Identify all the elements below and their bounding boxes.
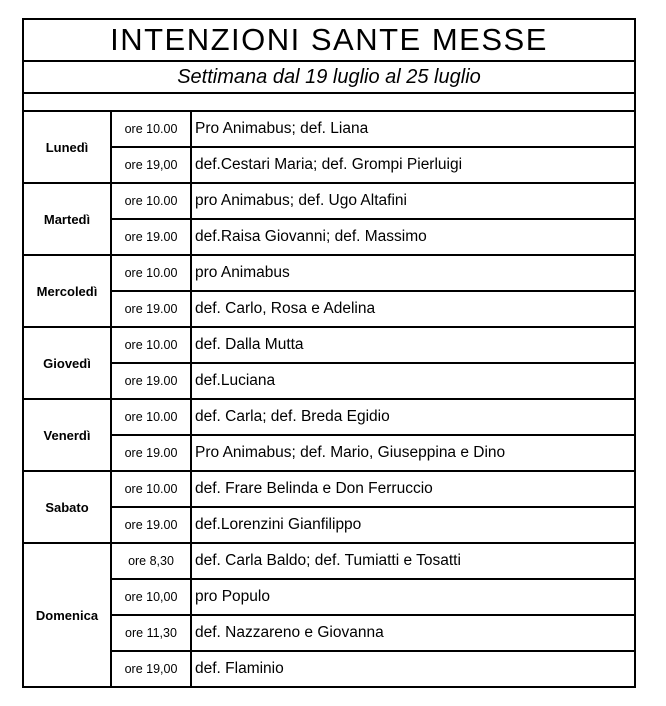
mass-time-cell: ore 19.00 [111, 435, 191, 471]
day-cell: Sabato [23, 471, 111, 543]
mass-intention-cell: def. Flaminio [191, 651, 635, 687]
mass-time-cell: ore 10.00 [111, 471, 191, 507]
day-cell: Domenica [23, 543, 111, 687]
table-row [23, 471, 635, 507]
mass-time-cell: ore 10,00 [111, 579, 191, 615]
table-row [23, 579, 635, 615]
mass-time-cell: ore 10.00 [111, 183, 191, 219]
mass-time-cell: ore 8,30 [111, 543, 191, 579]
mass-intention-cell: Pro Animabus; def. Liana [191, 111, 635, 147]
day-cell: Martedì [23, 183, 111, 255]
mass-time-cell: ore 19.00 [111, 363, 191, 399]
mass-intention-cell: def. Carlo, Rosa e Adelina [191, 291, 635, 327]
mass-intention-cell: pro Animabus; def. Ugo Altafini [191, 183, 635, 219]
mass-time-cell: ore 10.00 [111, 111, 191, 147]
mass-time-cell: ore 19.00 [111, 219, 191, 255]
table-row [23, 615, 635, 651]
table-row [23, 255, 635, 291]
mass-time-cell: ore 19,00 [111, 651, 191, 687]
mass-intention-cell: def. Dalla Mutta [191, 327, 635, 363]
table-row [23, 291, 635, 327]
table-row [23, 363, 635, 399]
mass-intention-cell: pro Populo [191, 579, 635, 615]
schedule-table [22, 110, 636, 688]
schedule-body [23, 111, 635, 687]
day-cell: Giovedì [23, 327, 111, 399]
header-block [22, 18, 636, 112]
mass-intention-cell: def.Luciana [191, 363, 635, 399]
mass-intention-cell: def. Nazzareno e Giovanna [191, 615, 635, 651]
table-row [23, 435, 635, 471]
day-cell: Venerdì [23, 399, 111, 471]
mass-time-cell: ore 19.00 [111, 291, 191, 327]
mass-intention-cell: def.Lorenzini Gianfilippo [191, 507, 635, 543]
table-row [23, 219, 635, 255]
mass-time-cell: ore 10.00 [111, 255, 191, 291]
mass-intention-cell: Pro Animabus; def. Mario, Giuseppina e Dino [191, 435, 635, 471]
mass-time-cell: ore 10.00 [111, 327, 191, 363]
table-row [23, 507, 635, 543]
table-row [23, 543, 635, 579]
week-subtitle: Settimana dal 19 luglio al 25 luglio [24, 62, 634, 94]
mass-intention-cell: def.Cestari Maria; def. Grompi Pierluigi [191, 147, 635, 183]
mass-intention-cell: def. Frare Belinda e Don Ferruccio [191, 471, 635, 507]
mass-time-cell: ore 19,00 [111, 147, 191, 183]
mass-intentions-sheet [22, 18, 636, 688]
day-cell: Lunedì [23, 111, 111, 183]
table-row [23, 183, 635, 219]
mass-intention-cell: def. Carla; def. Breda Egidio [191, 399, 635, 435]
mass-time-cell: ore 11,30 [111, 615, 191, 651]
mass-intention-cell: def.Raisa Giovanni; def. Massimo [191, 219, 635, 255]
table-row [23, 651, 635, 687]
table-row [23, 147, 635, 183]
table-row [23, 399, 635, 435]
mass-intention-cell: pro Animabus [191, 255, 635, 291]
table-row [23, 327, 635, 363]
mass-intention-cell: def. Carla Baldo; def. Tumiatti e Tosatti [191, 543, 635, 579]
mass-time-cell: ore 19.00 [111, 507, 191, 543]
spacer-row [24, 94, 634, 110]
day-cell: Mercoledì [23, 255, 111, 327]
table-row [23, 111, 635, 147]
mass-time-cell: ore 10.00 [111, 399, 191, 435]
page-title: INTENZIONI SANTE MESSE [24, 20, 634, 62]
